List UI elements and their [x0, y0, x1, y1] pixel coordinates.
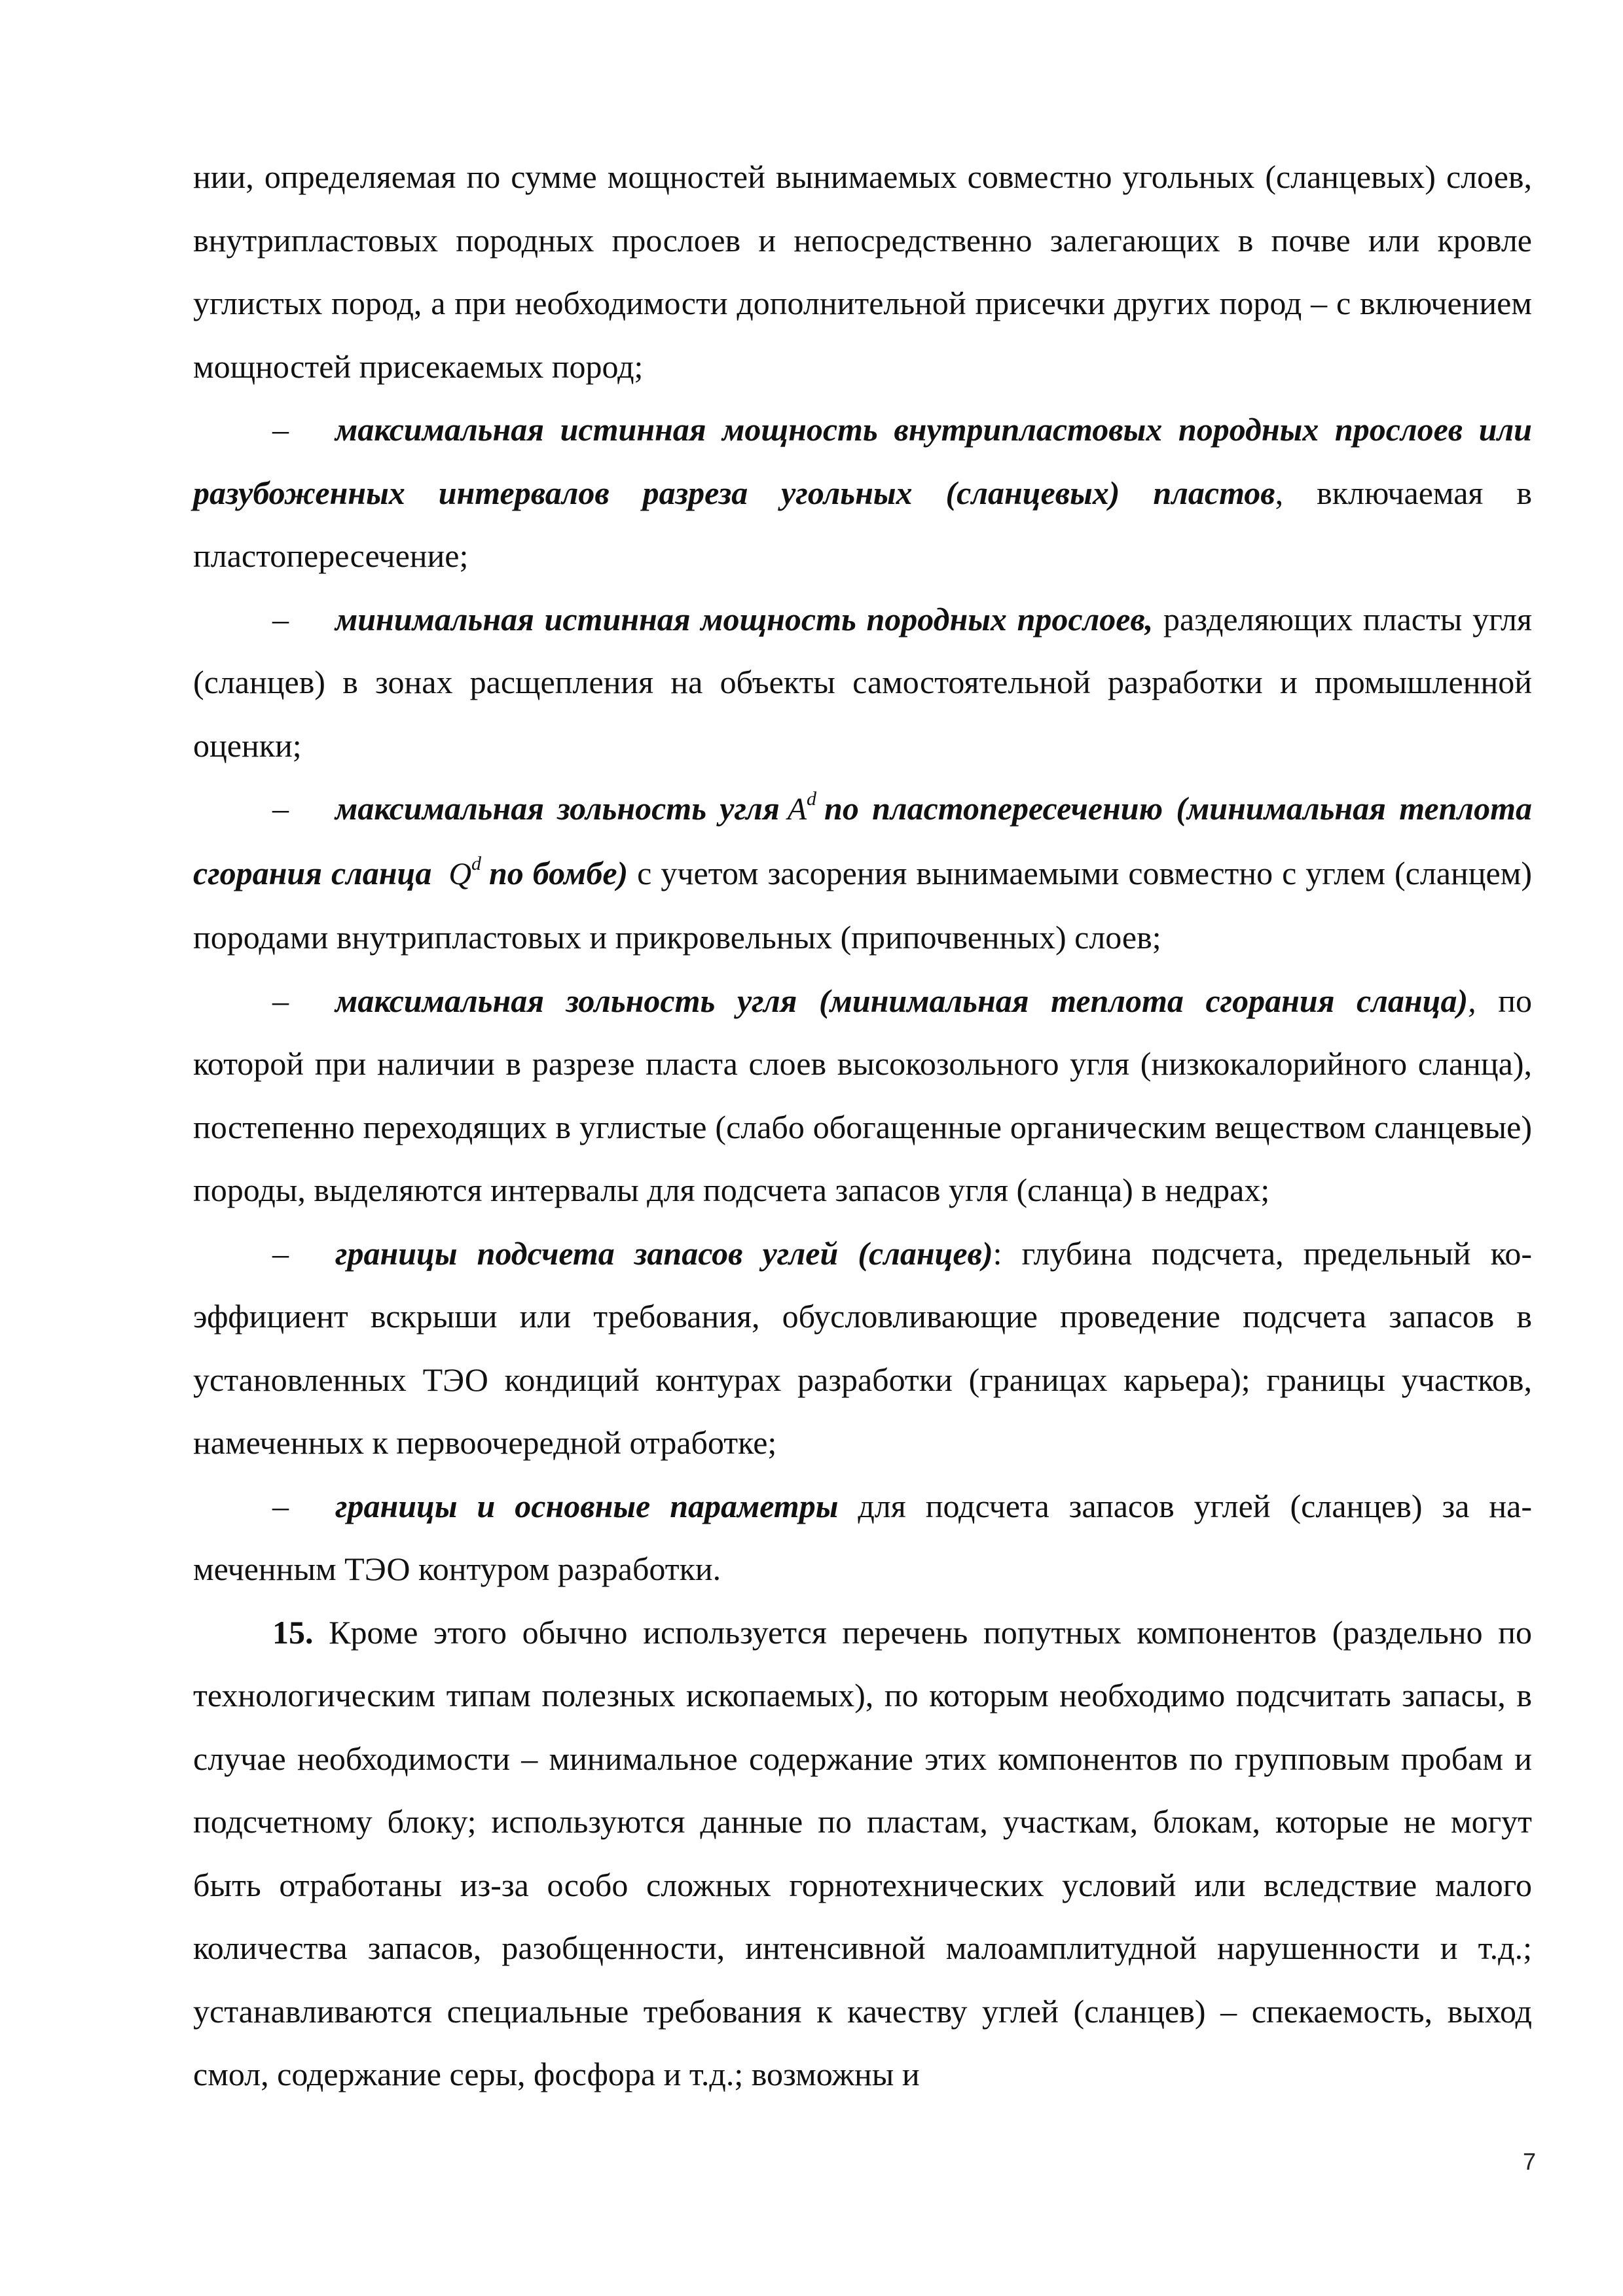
symbol-letter: Q [448, 856, 471, 891]
dash-bullet: – [272, 1234, 289, 1272]
list-item-reserve-boundaries [193, 1222, 1532, 1475]
symbol-superscript: d [807, 788, 817, 810]
term-description: , включаемая в пластопересечение; [193, 474, 1532, 574]
dash-bullet: – [272, 411, 289, 448]
term-bold-italic: максимальная истинная мощность внутрипластовых породных прослоев или разубоженных интервалов разреза угольных (сланцевых) пластов [193, 411, 1532, 511]
term-description: : глубина подсчета, предельный коэффициент вскрыши или требования, обусловливающие проведение подсчета запасов в установленных ТЭО кондиций контурах разработки (границах карьера); границы участков, намеченных к первоочередной отработке; [193, 1234, 1532, 1461]
term-bold-italic: границы подсчета запасов углей (сланцев) [335, 1234, 993, 1272]
paragraph-number: 15. [272, 1613, 314, 1651]
body-text [193, 145, 1532, 2106]
term-bold-italic: минимальная истинная мощность породных прослоев, [335, 600, 1154, 637]
dash-bullet: – [272, 790, 289, 827]
list-item-max-ash [193, 777, 1532, 969]
term-description: с учетом засорения вынимаемыми совместно с углем (сланцем) породами внутрипластовых и прикровельных (припочвенных) слоев; [193, 854, 1533, 956]
term-bold-italic: максимальная зольность угля (минимальная теплота сгорания сланца) [335, 982, 1468, 1019]
term-description: по которой при наличии в разрезе пласта слоев высокозольного угля (низкокалорийного сланца), постепенно переходящих в углистые (слабо обогащенные органическим веществом сланцевые) породы, выделяются интервалы для подсчета запасов угля (сланца) в недрах; [193, 982, 1532, 1208]
term-bold-italic: максимальная зольность угля [335, 790, 780, 827]
term-bold-italic: границы и основные параметры [335, 1487, 839, 1524]
ash-symbol [787, 788, 817, 827]
paragraph-continuation [193, 145, 1532, 398]
dash-bullet: – [272, 982, 289, 1019]
dash-bullet: – [272, 1487, 289, 1524]
paragraph-15 [193, 1601, 1532, 2106]
heat-symbol [448, 852, 481, 891]
term-bold-italic: по пластопересечению (минимальная теплота сгорания сланца [193, 790, 1532, 891]
term-bold-italic: по бомбе) [489, 854, 629, 891]
list-item-min-thickness [193, 588, 1532, 778]
list-item-max-thickness [193, 398, 1532, 588]
dash-bullet: – [272, 600, 289, 637]
list-item-boundaries-parameters [193, 1475, 1532, 1601]
paragraph-text: нии, определяемая по сумме мощностей вынимаемых совместно угольных (сланцевых) слоев, внутрипластовых породных прослоев и непосредственно залегающих в почве или кровле углистых пород, а при необходимости дополнительной присечки других пород – с включением мощностей присекаемых пород; [193, 158, 1532, 385]
term-description: для подсчета запасов углей (сланцев) за намеченным ТЭО контуром разработки. [193, 1487, 1532, 1587]
list-item-max-ash-intervals [193, 969, 1532, 1222]
symbol-superscript: d [471, 852, 481, 874]
symbol-letter: A [787, 792, 807, 827]
italic-comma: , [1468, 982, 1476, 1019]
term-description: разделяющих пласты угля (сланцев) в зонах расщепления на объекты самостоятельной разработки и промышленной оценки; [193, 600, 1532, 764]
page-number: 7 [1522, 2148, 1536, 2175]
paragraph-text: Кроме этого обычно используется перечень попутных компонентов (раздельно по технологическим типам полезных ископаемых), по которым необходимо подсчитать запасы, в случае необходимости – минимальное содержание этих компонентов по групповым пробам и подсчетному блоку; используются данные по пластам, участкам, блокам, которые не могут быть отработаны из-за особо сложных горнотехнических условий или вследствие малого количества запасов, разобщенности, интенсивной малоамплитудной нарушенности и т.д.; устанавливаются специальные требования к качеству углей (сланцев) – спекаемость, выход смол, содержание серы, фосфора и т.д.; возможны и [193, 1613, 1532, 2092]
